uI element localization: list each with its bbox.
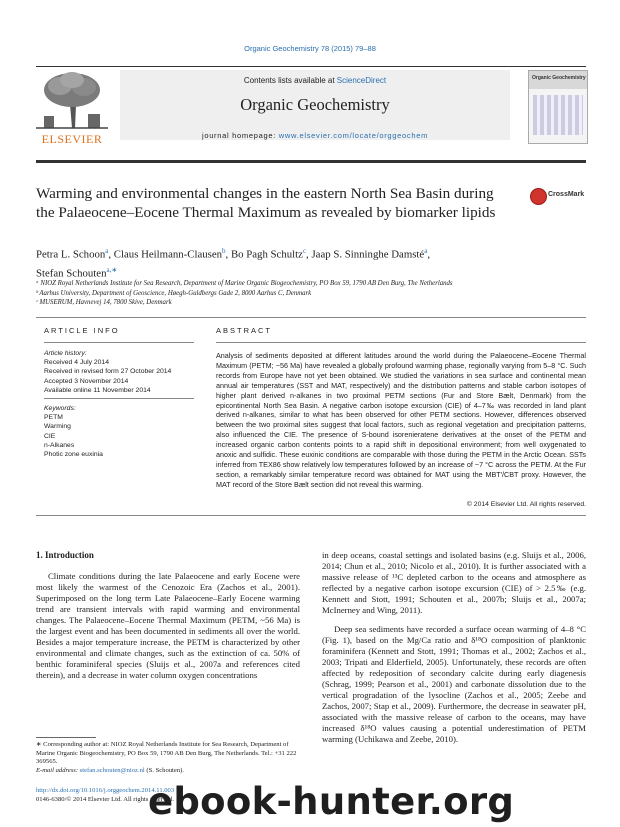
- history-revised: Received in revised form 27 October 2014: [44, 368, 172, 376]
- author-name: Claus Heilmann-Clausen: [113, 248, 223, 261]
- author-affiliation-marker[interactable]: a: [424, 247, 428, 255]
- author-name: Bo Pagh Schultz: [230, 248, 303, 261]
- journal-cover-thumbnail: [528, 70, 588, 144]
- abstract-copyright: © 2014 Elsevier Ltd. All rights reserved.: [466, 501, 586, 508]
- author-affiliation-marker[interactable]: c: [302, 247, 307, 255]
- email-label: E-mail address:: [36, 766, 80, 774]
- journal-homepage: [120, 131, 510, 140]
- footnote-text: ∗ Corresponding author at: NIOZ Royal Netherlands Institute for Sea Research, Department of Marine Organic Biogeochemistry, PO Box 59, 1790 AB Den Burg, The Netherlands. Tel.: +31 222 369565.: [36, 741, 297, 766]
- article-title: Warming and environmental changes in the eastern North Sea Basin during the Palaeocene–Eocene Thermal Maximum as revealed by biomarker lipids: [36, 185, 496, 221]
- header-top-rule: [36, 66, 586, 67]
- author-affiliation-marker[interactable]: a: [105, 247, 109, 255]
- keyword: PETM: [44, 414, 63, 422]
- keyword: CIE: [44, 432, 56, 440]
- homepage-link[interactable]: www.elsevier.com/locate/orggeochem: [278, 131, 429, 140]
- article-info-heading: ARTICLE INFO: [44, 326, 120, 335]
- keywords-label: Keywords:: [44, 405, 76, 412]
- cover-title: Organic Geochemistry: [532, 75, 586, 81]
- journal-reference[interactable]: Organic Geochemistry 78 (2015) 79–88: [244, 44, 376, 53]
- intro-paragraph: Climate conditions during the late Palaeocene and early Eocene were most likely the warmest of the Cenozoic Era (Zachos et al., 2001). Superimposed on the long term Late Palaeocene–Early Eocene warming trend are transient intervals with rapid warming and environmental changes. The Palaeocene–Eocene Thermal Maximum (PETM, ~56 Ma) is the largest event and has been documented in sediments all over the world. Besides a major temperature increase, the PETM is characterized by other environmental and climate changes, such as the extinction of ca. 50% of benthic foraminiferal species (Sluijs et al., 2007a and references cited therein), and a decrease in water column oxygen concentrations: [36, 571, 300, 680]
- keywords-rule: [44, 398, 194, 399]
- abstract-rule: [216, 342, 586, 343]
- corresponding-author-footnote: ∗ Corresponding author at: NIOZ Royal Netherlands Institute for Sea Research, Department of Marine Organic Biogeochemistry, PO Box 59, 1790 AB Den Burg, The Netherlands. Tel.: +31 222 369565. E-mail address: stefan.schouten@nioz.nl (S. Schouten).: [36, 741, 300, 775]
- info-top-rule: [36, 317, 586, 318]
- keyword: n-Alkanes: [44, 441, 75, 449]
- header-bottom-rule: [36, 160, 586, 163]
- keywords: [44, 404, 194, 459]
- intro-paragraph: in deep oceans, coastal settings and isolated basins (e.g. Sluijs et al., 2006, 2014; Chun et al., 2010; Nicolo et al., 2010). It is further associated with a massive release of ¹³C depleted carbon to the oceans and atmosphere as reflected by a negative carbon isotope excursion (CIE) of > 2.5‰ (e.g. Kennett and Stott, 1991; Schouten et al., 2007b; Sluijs et al., 2007a; McInerney and Wing, 2011).: [322, 550, 586, 615]
- author-name: Jaap S. Sinninghe Damsté: [311, 248, 425, 261]
- intro-left-column: [36, 571, 300, 681]
- sciencedirect-link[interactable]: ScienceDirect: [336, 76, 387, 85]
- affiliation-c: ᶜ MUSERUM, Havnevej 14, 7800 Skive, Denmark: [36, 299, 172, 307]
- intro-right-column: [322, 550, 586, 745]
- keyword: Photic zone euxinia: [44, 451, 103, 459]
- site-watermark: ebook-hunter.org: [148, 780, 515, 823]
- author-list: Petra L. Schoon$^a$, Claus Heilmann-Clausen$^b$, Bo Pagh Schultz$^c$, Jaap S. Sinninghe Damsté$^a$, Stefan Schouten$^{a,∗}$: [36, 247, 431, 280]
- contents-prefix: Contents lists available at: [243, 76, 337, 85]
- issn-copyright: 0146-6380/© 2014 Elsevier Ltd. All rights reserved.: [36, 796, 174, 803]
- intro-paragraph: Deep sea sediments have recorded a surface ocean warming of 4–8 °C (Fig. 1), based on the Mg/Ca ratio and δ¹⁸O composition of planktonic foraminifera (Kennett and Stott, 1991; Thomas et al., 2002; Zachos et al., 2003; Tripati and Elderfield, 2005). Unfortunately, these records are often affected by redeposition of secondary calcite during early diagenesis (Schrag, 1999; Pearson et al., 2001) and carbonate dissolution due to the vertical progradation of the lysocline (Zachos et al., 2005; Zeebe and Zachos, 2007; Stap et al., 2009). Furthermore, the decrease in seawater pH, associated with the massive release of carbon to the oceans, may have increased δ¹⁸O values causing a potential underestimation of PETM warming (Uchikawa and Zeebe, 2010).: [322, 624, 586, 744]
- keyword: Warming: [44, 423, 71, 431]
- abstract-heading: ABSTRACT: [216, 326, 273, 335]
- info-rule: [44, 342, 194, 343]
- history-online: Available online 11 November 2014: [44, 386, 151, 394]
- section-heading-introduction: 1. Introduction: [36, 550, 94, 560]
- affiliation-b: ᵇ Aarhus University, Department of Geoscience, Høegh-Guldbergs Gade 2, 8000 Aarhus C, Denmark: [36, 289, 312, 297]
- homepage-prefix: journal homepage:: [201, 131, 279, 140]
- journal-banner: [120, 70, 510, 140]
- footnote-rule: [36, 737, 96, 738]
- author-affiliation-marker[interactable]: a,∗: [106, 265, 118, 274]
- history-label: Article history:: [44, 350, 87, 357]
- author-name: Stefan Schouten: [36, 267, 107, 280]
- crossmark-label: CrossMark: [548, 191, 585, 198]
- affiliation-a: ᵃ NIOZ Royal Netherlands Institute for Sea Research, Department of Marine Organic Biogeochemistry, PO Box 59, 1790 AB Den Burg, The Netherlands: [36, 280, 453, 287]
- elsevier-wordmark: ELSEVIER: [41, 132, 103, 146]
- author-name: Petra L. Schoon: [36, 248, 106, 261]
- crossmark-icon: [530, 188, 547, 205]
- history-accepted: Accepted 3 November 2014: [44, 377, 129, 385]
- masthead: [36, 70, 586, 156]
- author-affiliation-marker[interactable]: b: [222, 247, 226, 255]
- author-email-link[interactable]: stefan.schouten@nioz.nl: [79, 766, 145, 774]
- history-received: Received 4 July 2014: [44, 359, 109, 367]
- affiliations: [36, 279, 596, 308]
- journal-name: Organic Geochemistry: [240, 95, 390, 114]
- article-history: [44, 349, 194, 395]
- abstract-text: Analysis of sediments deposited at different latitudes around the world during the Palaeocene–Eocene Thermal Maximum (PETM; ~56 Ma) have revealed a globally profound warming phase, regionally varying from 5–8 °C. Such records from Europe have not yet been obtained. We studied the variations in sea surface and continental mean annual air temperatures (SST and MAT, respectively) and the distribution patterns and stable carbon isotopes of higher plant derived n-alkanes in two proximal PETM sections (Fur and Store Bælt, Denmark) from the epicontinental North Sea Basin. A negative carbon isotope excursion (CIE) of 4–7‰ was recorded in land plant derived n-alkanes, similar to what has been observed for other PETM sections. However, differences observed between the two proximal sites suggest that local factors, such as regional vegetation and precipitation patterns, also influenced the CIE. The presence of S-bound isorenieratene derivatives at the onset of the PETM and increased organic carbon contents points to a rapid shift in depositional environment; from well oxygenated to anoxic and sulfidic. These euxinic conditions are comparable with those during the PETM in the Arctic Ocean. SSTs inferred from TEX86 show relatively low temperatures followed by an increase of ~7 °C across the PETM. At the Fur section, a remarkably similar temperature record was obtained for MAT using the MBT′/CBT proxy. However, the MAT record of the Store Bælt section did not reveal this warming.: [216, 351, 586, 489]
- abstract-bottom-rule: [36, 515, 586, 516]
- doi-link[interactable]: http://dx.doi.org/10.1016/j.orggeochem.2014.11.003: [36, 787, 175, 794]
- crossmark-badge[interactable]: [530, 188, 590, 206]
